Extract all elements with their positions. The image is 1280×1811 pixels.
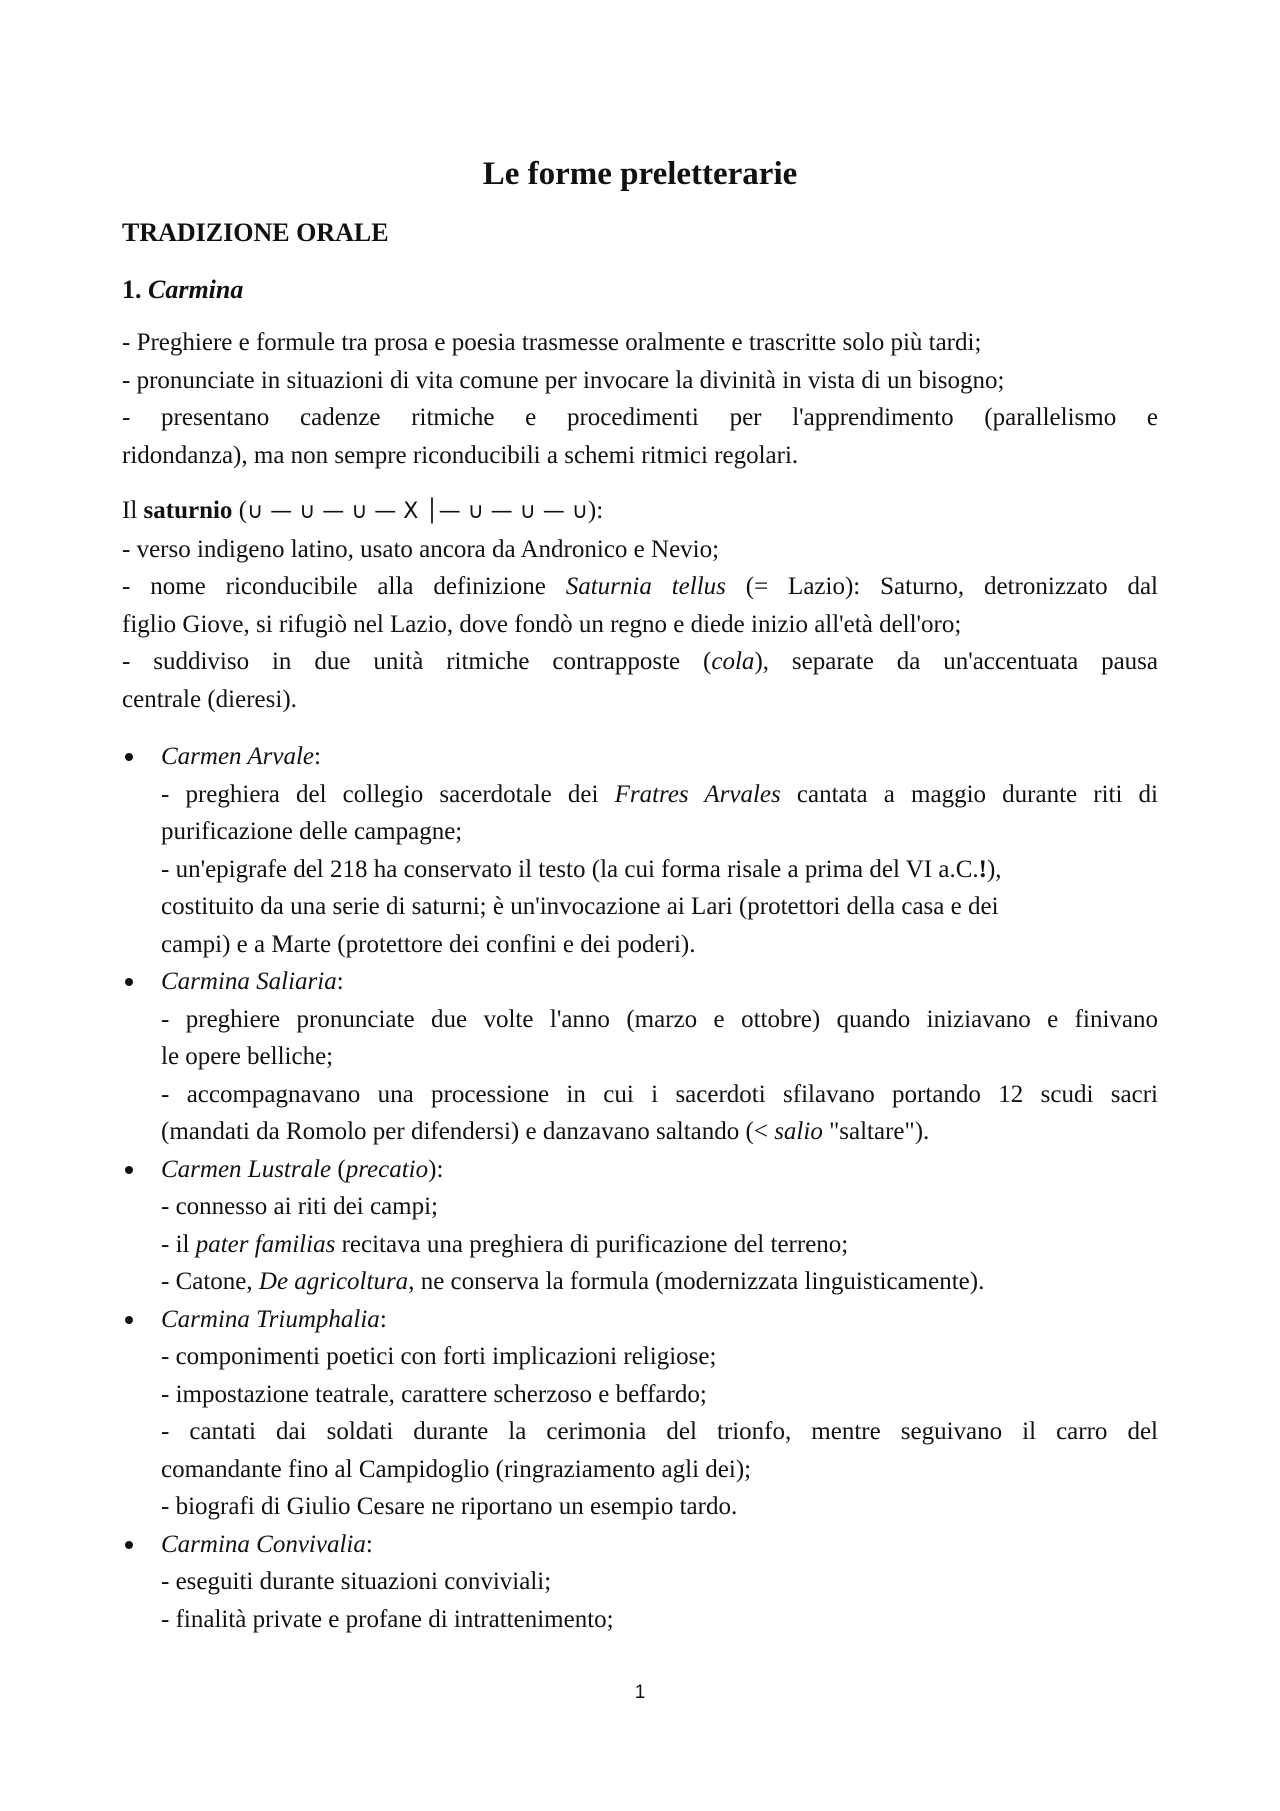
italic-term: pater familias	[195, 1230, 336, 1258]
item-title	[161, 1151, 1158, 1189]
bold-mark: !	[978, 855, 987, 883]
saturnio-line: - verso indigeno latino, usato ancora da Andronico e Nevio;	[122, 535, 720, 563]
saturnio-line: centrale (dieresi).	[122, 685, 297, 713]
saturnio-heading	[122, 492, 1158, 531]
subsection-heading	[122, 271, 1158, 308]
item-line	[161, 1113, 1158, 1151]
italic-term: precatio	[345, 1155, 429, 1183]
item-colon: :	[336, 968, 344, 995]
item-colon: :	[379, 1305, 387, 1333]
item-title	[161, 1526, 1158, 1564]
list-item-convivalia	[122, 1526, 1158, 1639]
text-span: cantata a maggio durante riti di	[780, 780, 1158, 808]
text-span: ),	[986, 855, 1002, 883]
item-title	[161, 738, 1158, 776]
saturnio-pre: Il	[122, 497, 144, 524]
text-span: , ne conserva la formula (modernizzata linguisticamente).	[408, 1268, 985, 1295]
item-colon: :	[365, 1530, 373, 1558]
italic-term: salio	[774, 1118, 823, 1145]
page-number: 1	[634, 1682, 646, 1703]
item-line: - eseguiti durante situazioni conviviali;	[161, 1568, 552, 1595]
item-title-text: Carmina Saliaria	[161, 968, 337, 995]
item-line: - cantati dai soldati durante la cerimonia del trionfo, mentre seguivano il carro del	[161, 1418, 1158, 1445]
item-line: - finalità private e profane di intrattenimento;	[161, 1605, 614, 1633]
intro-line: - Preghiere e formule tra prosa e poesia trasmesse oralmente e trascritte solo più tardi;	[122, 329, 982, 356]
saturnio-meter: ∪ — ∪ — ∪ — X │— ∪ — ∪ — ∪	[247, 499, 588, 524]
text-span: - il	[161, 1230, 196, 1258]
item-colon: :	[314, 743, 321, 770]
meter-open: (	[232, 497, 248, 524]
item-title	[161, 1301, 1158, 1339]
item-line: purificazione delle campagne;	[161, 818, 463, 845]
item-line	[161, 776, 1158, 814]
page-content	[122, 152, 1158, 1638]
saturnio-line	[122, 643, 1158, 681]
text-span: ):	[428, 1155, 444, 1183]
saturnio-term: saturnio	[143, 497, 233, 524]
italic-term: cola	[711, 648, 755, 675]
text-span: "saltare").	[822, 1118, 930, 1145]
intro-line: - presentano cadenze ritmiche e procedimenti per l'apprendimento (parallelismo e	[122, 404, 1158, 431]
text-span: ), separate da un'accentuata pausa	[754, 648, 1158, 675]
italic-term: Fratres Arvales	[614, 780, 781, 808]
italic-term: De agricoltura	[258, 1268, 409, 1295]
saturnio-line	[122, 568, 1158, 606]
item-line: - impostazione teatrale, carattere scherzoso e beffardo;	[161, 1380, 707, 1408]
text-span: - Catone,	[161, 1268, 259, 1295]
list-item-arvale	[122, 738, 1158, 963]
item-title-text: Carmen Lustrale	[161, 1155, 332, 1183]
intro-line: - pronunciate in situazioni di vita comune per invocare la divinità in vista di un bisogno;	[122, 366, 1005, 394]
item-title-text: Carmen Arvale	[161, 743, 314, 770]
text-span: - suddiviso in due unità ritmiche contrapposte (	[122, 648, 712, 675]
saturnio-paragraph	[122, 492, 1158, 718]
list-item-saliaria	[122, 963, 1158, 1151]
list-item-lustrale	[122, 1151, 1158, 1301]
carmina-list	[122, 738, 1158, 1638]
saturnio-line: figlio Giove, si rifugiò nel Lazio, dove fondò un regno e diede inizio all'età dell'oro;	[122, 610, 962, 638]
text-span: - nome riconducibile alla definizione	[122, 573, 566, 600]
subsection-title: Carmina	[148, 275, 244, 304]
list-item-triumphalia	[122, 1301, 1158, 1526]
text-span: (= Lazio): Saturno, detronizzato dal	[725, 573, 1158, 600]
item-line	[161, 1226, 1158, 1264]
item-line: - componimenti poetici con forti implicazioni religiose;	[161, 1343, 717, 1370]
italic-term: Saturnia tellus	[565, 573, 726, 600]
text-span: (mandati da Romolo per difendersi) e danzavano saltando (<	[161, 1118, 775, 1145]
section-heading: TRADIZIONE ORALE	[122, 218, 389, 247]
meter-close: ):	[587, 497, 604, 524]
item-line	[161, 851, 1158, 889]
item-line: - preghiere pronunciate due volte l'anno (marzo e ottobre) quando iniziavano e finivano	[161, 1005, 1158, 1033]
intro-line: ridondanza), ma non sempre riconducibili a schemi ritmici regolari.	[122, 441, 799, 469]
item-line: - biografi di Giulio Cesare ne riportano un esempio tardo.	[161, 1493, 738, 1520]
item-line: le opere belliche;	[161, 1043, 334, 1070]
subsection-number: 1.	[122, 275, 148, 304]
item-title	[161, 963, 1158, 1001]
text-span: - un'epigrafe del 218 ha conservato il testo (la cui forma risale a prima del VI a.C.	[161, 855, 979, 883]
text-span: (	[331, 1155, 346, 1183]
item-line: costituito da una serie di saturni; è un'invocazione ai Lari (protettori della casa e dei	[161, 893, 999, 920]
item-line: - accompagnavano una processione in cui i sacerdoti sfilavano portando 12 scudi sacri	[161, 1080, 1158, 1108]
item-line: - connesso ai riti dei campi;	[161, 1193, 439, 1220]
item-line	[161, 1263, 1158, 1301]
text-span: - preghiera del collegio sacerdotale dei	[161, 780, 615, 808]
item-title-text: Carmina Triumphalia	[161, 1305, 380, 1333]
item-line: campi) e a Marte (protettore dei confini e dei poderi).	[161, 930, 696, 958]
intro-paragraph	[122, 324, 1158, 474]
page-title: Le forme preletterarie	[482, 156, 798, 192]
item-title-text: Carmina Convivalia	[161, 1530, 366, 1558]
item-line: comandante fino al Campidoglio (ringraziamento agli dei);	[161, 1455, 752, 1483]
text-span: recitava una preghiera di purificazione del terreno;	[335, 1230, 849, 1258]
